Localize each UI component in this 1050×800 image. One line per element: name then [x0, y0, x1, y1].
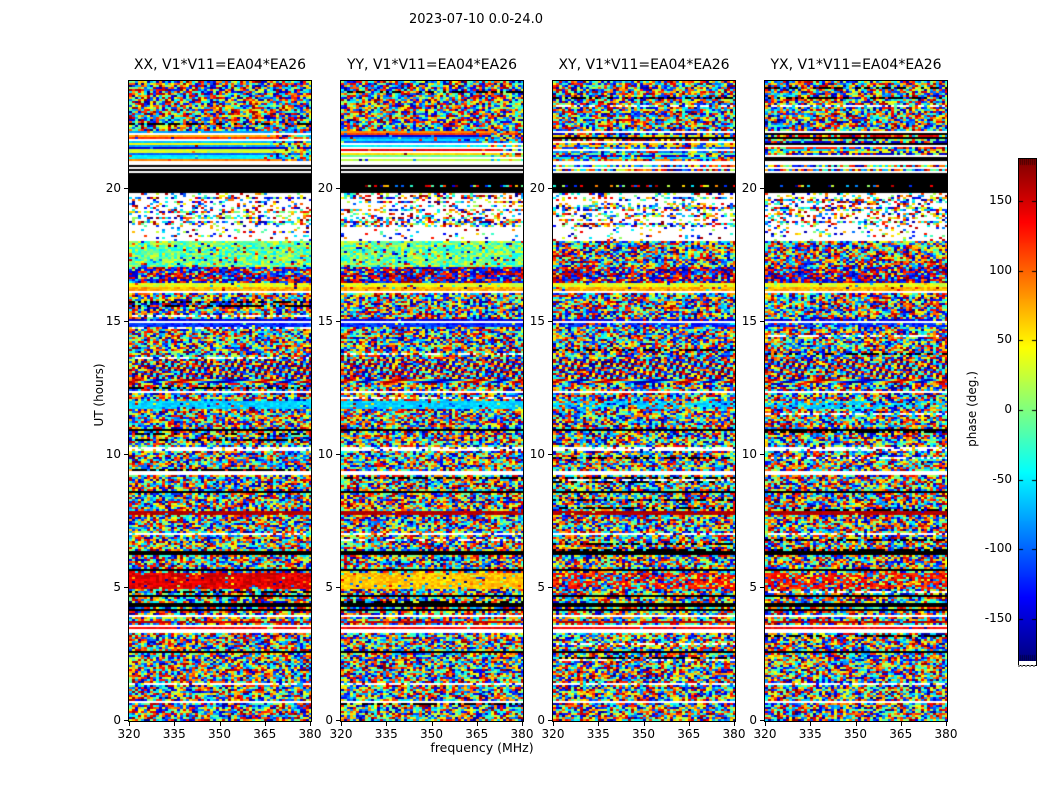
y-tick-label: 15	[741, 313, 757, 328]
x-tick-label: 365	[677, 727, 701, 741]
x-tick-label: 380	[298, 727, 322, 741]
x-tick-label: 320	[329, 727, 353, 741]
x-tick-mark	[220, 722, 221, 726]
x-axis-label: frequency (MHz)	[430, 740, 534, 755]
x-tick-mark	[477, 722, 478, 726]
colorbar-tick-label: -50	[992, 471, 1012, 486]
x-tick-label: 320	[117, 727, 141, 741]
x-tick-label: 380	[722, 727, 746, 741]
x-tick-label: 335	[798, 727, 822, 741]
colorbar-label: phase (deg.)	[965, 371, 979, 447]
x-tick-label: 350	[208, 727, 231, 741]
y-tick-mark	[760, 321, 764, 322]
y-tick-mark	[548, 454, 552, 455]
y-tick-label: 0	[325, 713, 333, 727]
x-tick-mark	[644, 722, 645, 726]
y-tick-mark	[336, 720, 340, 721]
x-tick-mark	[522, 722, 523, 726]
y-tick-label: 15	[317, 313, 333, 328]
y-tick-mark	[124, 587, 128, 588]
x-tick-label: 380	[510, 727, 534, 741]
panel-title-yy: YY, V1*V11=EA04*EA26	[346, 57, 518, 73]
x-tick-label: 365	[253, 727, 277, 741]
heatmap-canvas-xx	[129, 81, 311, 721]
y-tick-mark	[336, 321, 340, 322]
y-tick-mark	[336, 454, 340, 455]
y-tick-label: 10	[105, 446, 121, 461]
colorbar-tick-label: 100	[989, 262, 1012, 277]
x-tick-label: 335	[162, 727, 186, 741]
heatmap-panel-yx	[764, 80, 948, 722]
x-tick-mark	[810, 722, 811, 726]
y-tick-label: 10	[529, 446, 545, 461]
figure-title: 2023-07-10 0.0-24.0	[409, 12, 543, 27]
colorbar-tick-label: 50	[996, 332, 1012, 347]
y-tick-mark	[336, 587, 340, 588]
y-tick-mark	[760, 720, 764, 721]
x-tick-mark	[553, 722, 554, 726]
y-tick-mark	[548, 321, 552, 322]
x-tick-mark	[765, 722, 766, 726]
y-tick-label: 0	[113, 713, 121, 727]
panel-title-xy: XY, V1*V11=EA04*EA26	[558, 57, 730, 73]
x-tick-label: 365	[465, 727, 489, 741]
y-tick-mark	[124, 188, 128, 189]
y-tick-mark	[760, 188, 764, 189]
x-tick-label: 350	[632, 727, 655, 741]
y-tick-label: 20	[105, 180, 121, 195]
y-tick-mark	[548, 720, 552, 721]
y-tick-label: 0	[537, 713, 545, 727]
y-tick-mark	[548, 188, 552, 189]
y-tick-label: 15	[529, 313, 545, 328]
x-tick-label: 320	[541, 727, 565, 741]
y-tick-label: 20	[529, 180, 545, 195]
y-tick-mark	[760, 454, 764, 455]
y-tick-mark	[548, 587, 552, 588]
x-tick-mark	[341, 722, 342, 726]
heatmap-panel-yy	[340, 80, 524, 722]
x-tick-mark	[174, 722, 175, 726]
heatmap-canvas-yy	[341, 81, 523, 721]
x-tick-mark	[432, 722, 433, 726]
x-tick-label: 320	[753, 727, 777, 741]
y-tick-mark	[124, 321, 128, 322]
x-tick-label: 380	[934, 727, 958, 741]
panel-title-yx: YX, V1*V11=EA04*EA26	[770, 57, 942, 73]
colorbar-extend-dots	[1018, 665, 1035, 667]
x-tick-mark	[265, 722, 266, 726]
y-tick-mark	[124, 454, 128, 455]
x-tick-mark	[689, 722, 690, 726]
y-tick-mark	[336, 188, 340, 189]
x-tick-mark	[946, 722, 947, 726]
x-tick-mark	[856, 722, 857, 726]
y-tick-label: 20	[317, 180, 333, 195]
y-axis-label: UT (hours)	[92, 363, 106, 427]
y-tick-label: 5	[749, 579, 757, 594]
y-tick-label: 15	[105, 313, 121, 328]
colorbar-canvas	[1019, 159, 1036, 661]
x-tick-label: 335	[586, 727, 610, 741]
x-tick-label: 350	[844, 727, 867, 741]
panel-title-xx: XX, V1*V11=EA04*EA26	[133, 57, 307, 73]
x-tick-mark	[734, 722, 735, 726]
y-tick-label: 5	[537, 579, 545, 594]
heatmap-panel-xx	[128, 80, 312, 722]
x-tick-mark	[129, 722, 130, 726]
x-tick-mark	[901, 722, 902, 726]
x-tick-mark	[598, 722, 599, 726]
x-tick-label: 335	[374, 727, 398, 741]
y-tick-label: 5	[113, 579, 121, 594]
colorbar-tick-label: 0	[1004, 402, 1012, 416]
y-tick-mark	[124, 720, 128, 721]
y-tick-label: 10	[741, 446, 757, 461]
y-tick-label: 20	[741, 180, 757, 195]
heatmap-canvas-yx	[765, 81, 947, 721]
y-tick-label: 10	[317, 446, 333, 461]
colorbar-tick-label: -100	[984, 541, 1012, 556]
x-tick-mark	[310, 722, 311, 726]
colorbar-tick-label: 150	[989, 192, 1012, 207]
colorbar-tick-label: -150	[984, 611, 1012, 626]
heatmap-panel-xy	[552, 80, 736, 722]
heatmap-canvas-xy	[553, 81, 735, 721]
y-tick-label: 5	[325, 579, 333, 594]
y-tick-mark	[760, 587, 764, 588]
y-tick-label: 0	[749, 713, 757, 727]
x-tick-label: 365	[889, 727, 913, 741]
x-tick-label: 350	[420, 727, 443, 741]
x-tick-mark	[386, 722, 387, 726]
colorbar	[1018, 158, 1037, 666]
